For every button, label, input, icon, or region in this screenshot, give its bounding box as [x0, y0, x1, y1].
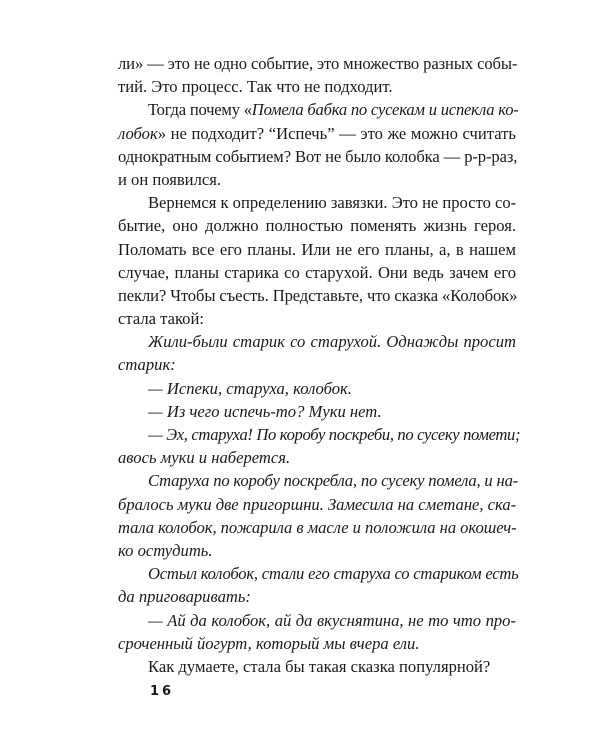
text-line [118, 122, 516, 145]
text-line [118, 469, 519, 492]
italic-run: Старуха по коробу поскребла, по сусеку помела, и на- [148, 471, 519, 491]
text-line [118, 516, 516, 539]
text-line [118, 307, 516, 330]
text-line [118, 400, 516, 423]
italic-run: лобок [118, 123, 158, 143]
text-line [118, 261, 516, 284]
text-line [118, 145, 516, 168]
text-line [118, 446, 516, 469]
italic-run: тала колобок, пожарила в масле и положила на окошеч- [118, 517, 517, 537]
italic-run: бралось муки две пригоршни. Замесила на сметане, ска- [118, 494, 517, 514]
text-run: Тогда почему « [148, 100, 252, 120]
italic-run: старик: [118, 355, 176, 375]
text-line [118, 539, 516, 562]
text-line [118, 98, 519, 121]
text-line [118, 609, 516, 632]
italic-run: — Испеки, старуха, колобок. [148, 378, 352, 398]
body-text [118, 52, 521, 678]
text-line [118, 214, 516, 237]
text-line [118, 191, 516, 214]
text-run: однократным событием? Вот не было колобка — р-р-раз, [118, 146, 518, 166]
page-number: 16 [150, 684, 175, 699]
italic-run: авось муки и наберется. [118, 448, 291, 468]
text-line [118, 423, 521, 446]
italic-run: сроченный йогурт, который мы вчера ели. [118, 633, 420, 653]
text-run: тий. Это процесс. Так что не подходит. [118, 77, 393, 97]
text-line [118, 52, 516, 75]
text-run: Поломать все его планы. Или не его планы, а, в нашем [118, 239, 516, 259]
text-line [118, 168, 516, 191]
text-run: стала такой: [118, 309, 204, 329]
text-line [118, 655, 516, 678]
text-run: и он появился. [118, 169, 221, 189]
text-line [118, 284, 516, 307]
text-run: бытие, оно должно полностью поменять жизнь героя. [118, 216, 516, 236]
text-line [118, 330, 516, 353]
text-run: Вернемся к определению завязки. Это не просто со- [148, 193, 517, 213]
text-run: пекли? Чтобы съесть. Представьте, что сказка «Колобок» [118, 285, 518, 305]
italic-run: — Эх, старуха! По коробу поскреби, по сусеку помети; [148, 425, 521, 444]
text-line [118, 353, 516, 376]
italic-run: — Ай да колобок, ай да вкуснятина, не то что про- [148, 610, 516, 630]
text-run: Как думаете, стала бы такая сказка популярной? [148, 656, 491, 676]
text-run: » не подходит? “Испечь” — это же можно считать [157, 123, 516, 143]
italic-run: — Из чего испечь-то? Муки нет. [148, 401, 382, 421]
text-line [118, 632, 516, 655]
italic-run: Помела бабка по сусекам и испекла ко- [251, 100, 519, 120]
text-line [118, 377, 516, 400]
text-run: ли» — это не одно событие, это множество разных собы- [118, 54, 518, 73]
text-run: случае, планы старика со старухой. Они ведь зачем его [118, 262, 516, 282]
text-line [118, 238, 516, 261]
italic-run: да приговаривать: [118, 587, 251, 607]
text-line [118, 562, 519, 585]
text-line [118, 75, 516, 98]
text-line [118, 585, 516, 608]
italic-run: ко остудить. [118, 540, 213, 560]
italic-run: Жили-были старик со старухой. Однажды просит [148, 332, 516, 352]
italic-run: Остыл колобок, стали его старуха со стариком есть [148, 564, 519, 584]
text-line [118, 493, 516, 516]
